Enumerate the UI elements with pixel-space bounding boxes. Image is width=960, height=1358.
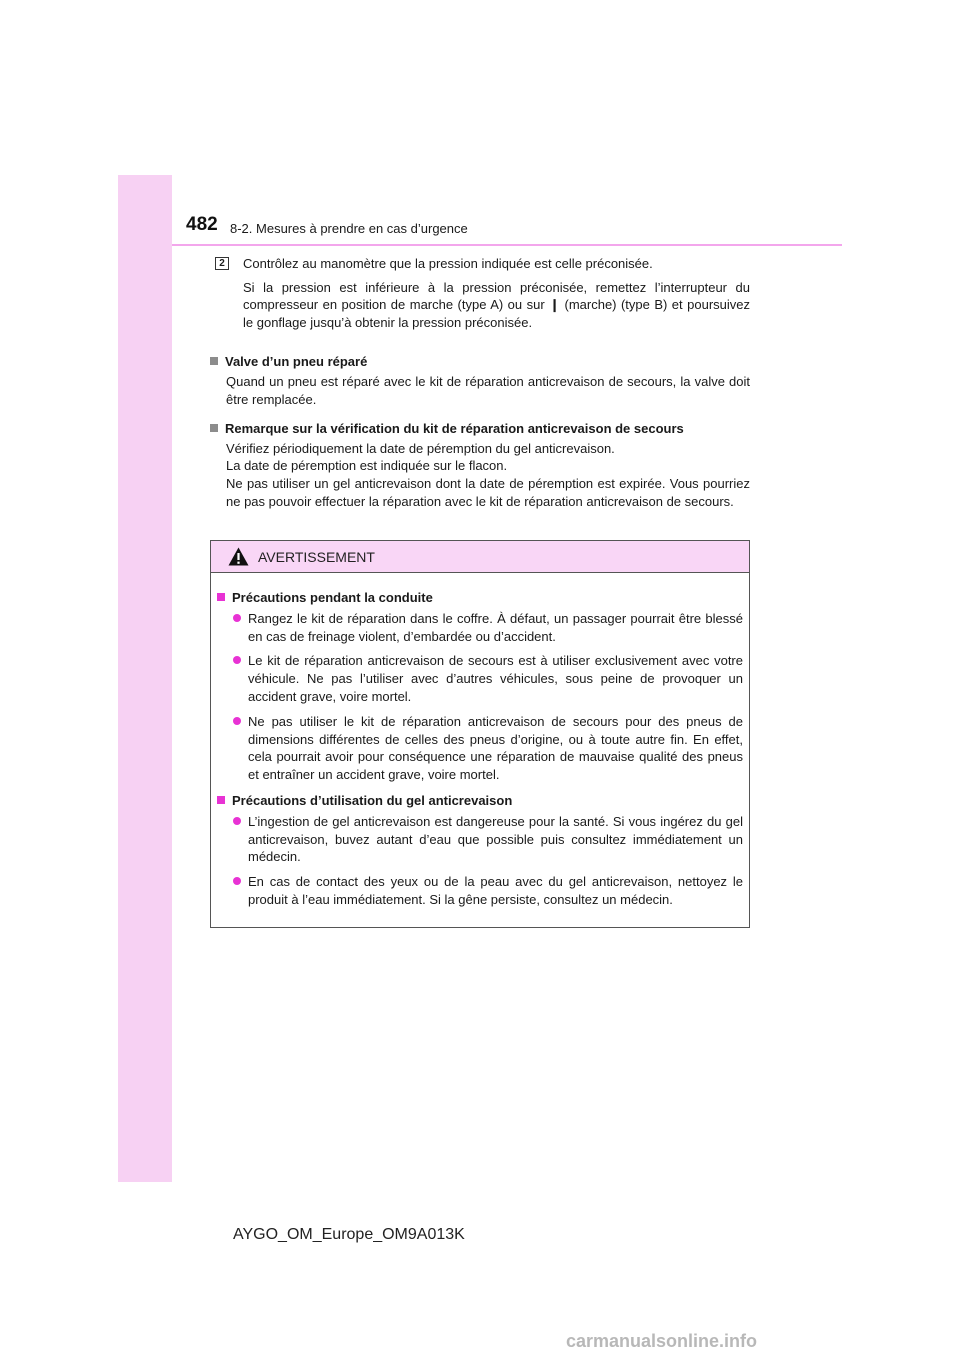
step-instruction: Contrôlez au manomètre que la pression indiquée est celle préconisée.	[243, 256, 653, 271]
header-divider	[172, 244, 842, 246]
warning-subheading-text: Précautions d’utilisation du gel anticrevaison	[232, 792, 513, 808]
section-heading-text: Remarque sur la vérification du kit de réparation anticrevaison de secours	[225, 421, 684, 437]
warning-body	[211, 573, 749, 909]
square-bullet-icon	[210, 424, 218, 432]
warning-bullet-text: Ne pas utiliser le kit de réparation anticrevaison de secours pour des pneus de dimensions différentes de celles des pneus d’origine, ou à toute autre fin. En effet, cela pourrait avoir pour conséquence une réparation de mauvaise qualité des pneus et entraîner un accident grave, voire mortel.	[248, 713, 743, 783]
document-code: AYGO_OM_Europe_OM9A013K	[233, 1226, 465, 1243]
watermark-text[interactable]: carmanualsonline.info	[566, 1331, 758, 1351]
warning-title: AVERTISSEMENT	[258, 548, 375, 565]
warning-bullet-text: Le kit de réparation anticrevaison de secours est à utiliser exclusivement avec votre véhicule. Ne pas l’utiliser avec d’autres véhicules, sous peine de provoquer un accident grave, voire mortel.	[248, 653, 743, 704]
warning-box	[210, 540, 750, 928]
round-bullet-icon	[233, 656, 241, 664]
warning-subheading-text: Précautions pendant la conduite	[232, 590, 433, 605]
section-heading	[210, 420, 750, 438]
warning-header	[211, 541, 749, 573]
step-number-box: 2	[215, 257, 229, 270]
square-bullet-icon	[217, 796, 225, 804]
section-body: Quand un pneu est réparé avec le kit de réparation anticrevaison de secours, la valve doit être remplacée.	[226, 373, 750, 407]
page-number: 482	[186, 214, 218, 235]
square-bullet-icon	[210, 357, 218, 365]
round-bullet-icon	[233, 614, 241, 622]
warning-bullet	[233, 813, 743, 866]
section-heading	[210, 353, 750, 371]
section-body: Ne pas utiliser un gel anticrevaison dont la date de péremption est expirée. Vous pourriez ne pas pouvoir effectuer la réparation avec le kit de réparation anticrevaison de secours.	[226, 475, 750, 509]
section-heading-text: Valve d’un pneu réparé	[225, 354, 368, 370]
round-bullet-icon	[233, 817, 241, 825]
main-content	[210, 255, 750, 510]
square-bullet-icon	[217, 593, 225, 601]
section-body: La date de péremption est indiquée sur le flacon.	[226, 458, 508, 474]
warning-bullet-text: Rangez le kit de réparation dans le coffre. À défaut, un passager pourrait être blessé en cas de freinage violent, d’embardée ou d’accident.	[248, 610, 743, 644]
warning-bullet-text: En cas de contact des yeux ou de la peau avec du gel anticrevaison, nettoyez le produit à l’eau immédiatement. Si la gêne persiste, consultez un médecin.	[248, 874, 743, 907]
round-bullet-icon	[233, 717, 241, 725]
section-body: Vérifiez périodiquement la date de péremption du gel anticrevaison.	[226, 440, 615, 456]
step-row	[210, 255, 750, 273]
side-tab-strip	[118, 175, 172, 1182]
warning-triangle-icon	[228, 547, 249, 566]
step-paragraph: Si la pression est inférieure à la pression préconisée, remettez l’interrupteur du compresseur en position de marche (type A) ou sur ❙ (marche) (type B) et poursuivez le gonflage jusqu’à obtenir la pression préconisée.	[243, 279, 750, 330]
warning-subheading	[217, 792, 743, 810]
section-title: 8-2. Mesures à prendre en cas d’urgence	[230, 221, 468, 236]
warning-bullet	[233, 652, 743, 705]
warning-bullet	[233, 610, 743, 646]
round-bullet-icon	[233, 877, 241, 885]
warning-bullet	[233, 873, 743, 909]
warning-bullet-text: L’ingestion de gel anticrevaison est dangereuse pour la santé. Si vous ingérez du gel anticrevaison, buvez autant d’eau que possible puis consultez immédiatement un médecin.	[248, 813, 743, 865]
warning-bullet	[233, 713, 743, 784]
warning-subheading	[217, 589, 743, 607]
